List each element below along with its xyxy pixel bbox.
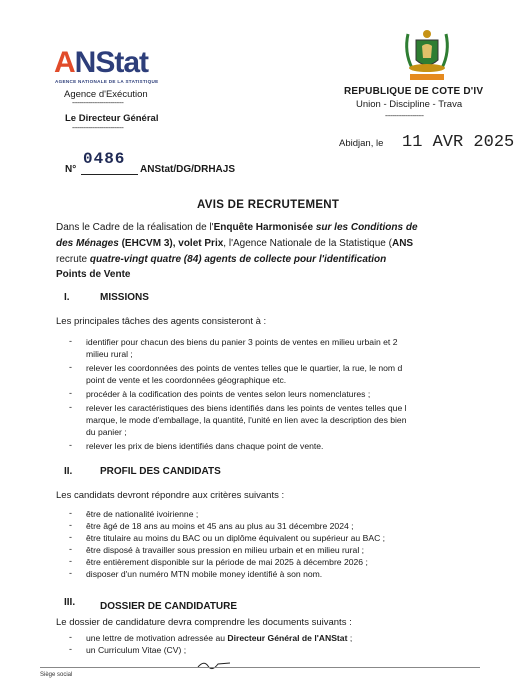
survey-name-italic: sur les Conditions de bbox=[315, 222, 418, 233]
section-3-number: III. bbox=[64, 597, 76, 608]
section-3-title: DOSSIER DE CANDIDATURE bbox=[100, 601, 238, 612]
list-bullet: - bbox=[69, 520, 72, 530]
list-item: être âgé de 18 ans au moins et 45 ans au plus au 31 décembre 2024 ; bbox=[86, 521, 354, 531]
signature-mark bbox=[196, 658, 232, 670]
list-item: procéder à la codification des points de ventes selon leurs nomenclatures ; bbox=[86, 389, 371, 399]
item-end: ; bbox=[347, 633, 353, 643]
list-item: être de nationalité ivoirienne ; bbox=[86, 509, 199, 519]
list-item: milieu rural ; bbox=[86, 349, 133, 359]
list-bullet: - bbox=[69, 508, 72, 518]
reference-code: ANStat/DG/DRHAJS bbox=[140, 164, 236, 175]
intro-text-2: , l'Agence Nationale de la Statistique ( bbox=[223, 238, 392, 249]
anstat-logo bbox=[54, 46, 148, 80]
footer-rule bbox=[40, 667, 480, 668]
intro-line-2 bbox=[56, 238, 413, 249]
list-bullet: - bbox=[69, 544, 72, 554]
coat-of-arms-icon bbox=[394, 28, 460, 86]
date-stamp: 11 AVR 2025 bbox=[402, 133, 514, 152]
list-bullet: - bbox=[69, 556, 72, 566]
reference-underline bbox=[81, 174, 138, 175]
list-bullet: - bbox=[69, 388, 72, 398]
separator-left-2: ---------------------------- bbox=[72, 125, 124, 132]
section-2-number: II. bbox=[64, 466, 73, 477]
list-item: être titulaire au moins du BAC ou un diplôme équivalent ou supérieur au BAC ; bbox=[86, 533, 386, 543]
list-item: disposer d'un numéro MTN mobile money identifié à son nom. bbox=[86, 569, 323, 579]
section-2-title: PROFIL DES CANDIDATS bbox=[100, 466, 221, 477]
item-recipient: Directeur Général de l'ANStat bbox=[227, 633, 348, 643]
list-item: relever les prix de biens identifiés dans chaque point de vente. bbox=[86, 441, 324, 451]
intro-line-1 bbox=[56, 222, 418, 233]
list-item: relever les caractéristiques des biens identifiés dans les points de ventes telles que l bbox=[86, 403, 407, 413]
reference-number: 0486 bbox=[83, 150, 126, 168]
intro-text-3: recrute bbox=[56, 254, 90, 265]
list-item: marque, le mode d'emballage, la quantité, l'unité en lien avec la description des bien bbox=[86, 415, 407, 425]
separator-right: --------------------- bbox=[385, 113, 424, 120]
director-title: Le Directeur Général bbox=[65, 113, 159, 124]
list-bullet: - bbox=[69, 362, 72, 372]
list-item: point de vente et les coordonnées géographique etc. bbox=[86, 375, 287, 385]
logo-accent: A bbox=[54, 46, 75, 79]
section-3-lead: Le dossier de candidature devra comprendre les documents suivants : bbox=[56, 617, 352, 628]
list-item: être disposé à travailler sous pression en milieu urbain et en milieu rural ; bbox=[86, 545, 365, 555]
intro-line-4: Points de Vente bbox=[56, 269, 131, 280]
list-bullet: - bbox=[69, 644, 72, 654]
section-1-lead: Les principales tâches des agents consisteront à : bbox=[56, 316, 267, 327]
list-bullet: - bbox=[69, 532, 72, 542]
agency-acronym: ANS bbox=[391, 238, 414, 249]
survey-name-cont: des Ménages bbox=[56, 238, 122, 249]
recruitment-count: quatre-vingt quatre (84) agents de collecte pour l'identification bbox=[89, 254, 387, 265]
list-bullet: - bbox=[69, 632, 72, 642]
reference-label: N° bbox=[65, 164, 77, 175]
logo-wordmark: NStat bbox=[74, 46, 149, 79]
list-item: identifier pour chacun des biens du panier 3 points de ventes en milieu urbain et 2 bbox=[86, 337, 398, 347]
agency-role: Agence d'Exécution bbox=[64, 89, 148, 100]
list-bullet: - bbox=[69, 336, 72, 346]
survey-name: Enquête Harmonisée bbox=[213, 222, 316, 233]
list-bullet: - bbox=[69, 568, 72, 578]
list-bullet: - bbox=[69, 440, 72, 450]
section-1-number: I. bbox=[64, 292, 70, 303]
list-item: être entièrement disponible sur la période de mai 2025 à décembre 2026 ; bbox=[86, 557, 368, 567]
footer-text: Siège social bbox=[40, 672, 73, 678]
logo-subtitle: AGENCE NATIONALE DE LA STATISTIQUE bbox=[55, 79, 159, 84]
republic-name: REPUBLIQUE DE COTE D'IV bbox=[344, 86, 484, 97]
document-title: AVIS DE RECRUTEMENT bbox=[197, 199, 340, 211]
list-item: du panier ; bbox=[86, 427, 127, 437]
list-item bbox=[86, 633, 352, 643]
section-1-title: MISSIONS bbox=[100, 292, 149, 303]
section-2-lead: Les candidats devront répondre aux critères suivants : bbox=[56, 490, 285, 501]
list-item: un Curriculum Vitae (CV) ; bbox=[86, 645, 187, 655]
intro-line-3 bbox=[56, 254, 386, 265]
separator-left-1: ---------------------------- bbox=[72, 100, 124, 107]
list-bullet: - bbox=[69, 402, 72, 412]
survey-acronym: (EHCVM 3), volet Prix bbox=[121, 238, 224, 249]
national-motto: Union - Discipline - Trava bbox=[356, 99, 463, 110]
intro-text: Dans le Cadre de la réalisation de l' bbox=[56, 222, 214, 233]
date-prefix: Abidjan, le bbox=[339, 138, 384, 149]
item-text: une lettre de motivation adressée au bbox=[86, 633, 228, 643]
list-item: relever les coordonnées des points de ventes telles que le quartier, la rue, le nom d bbox=[86, 363, 403, 373]
